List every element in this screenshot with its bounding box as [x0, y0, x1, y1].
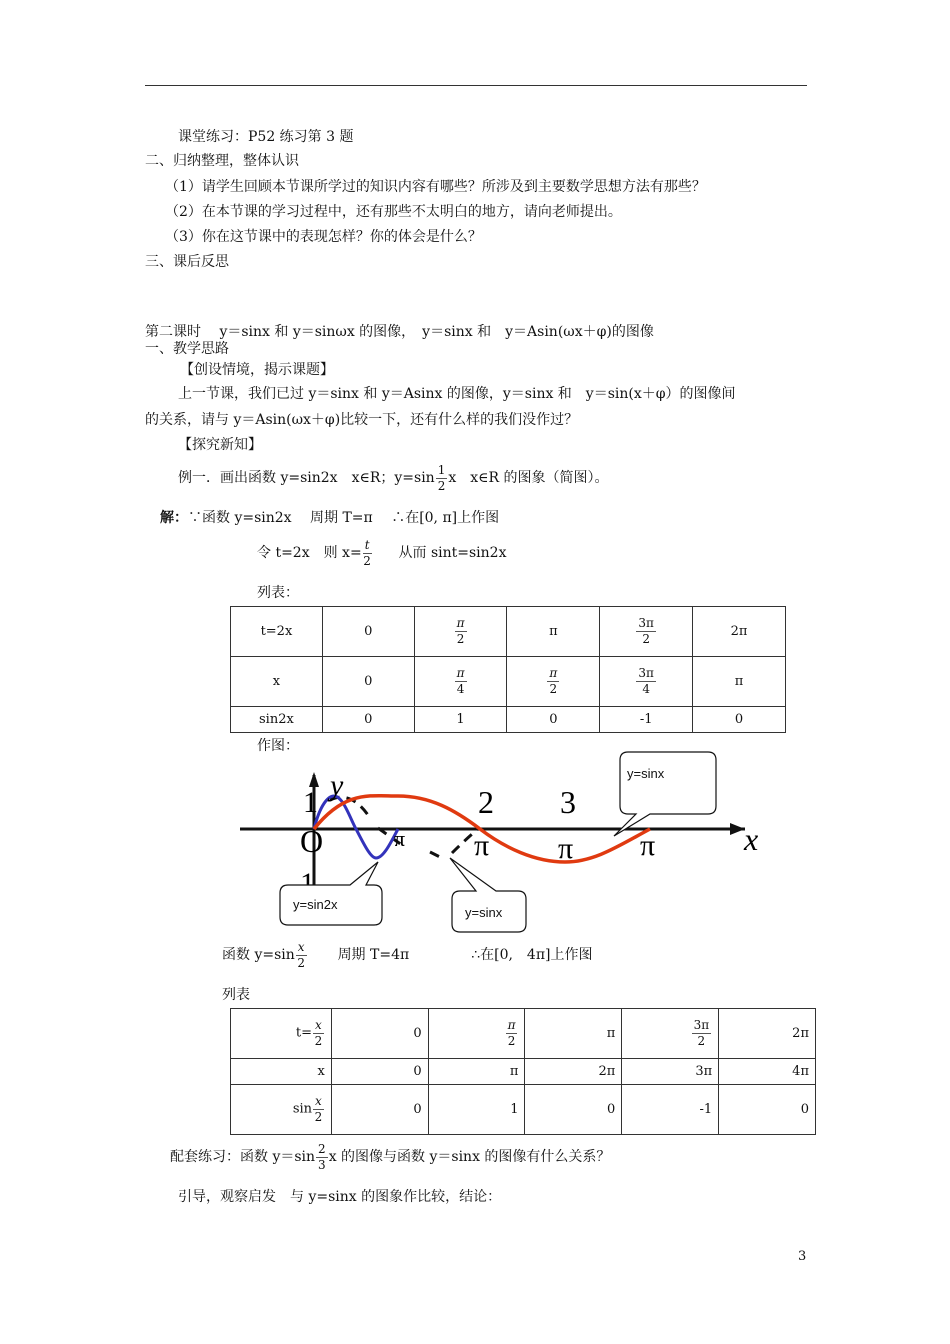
scenario-heading: 【创设情境，揭示课题】 — [180, 362, 334, 378]
substitution-line: 令 t=2x 则 x= $\frac{t}{2}$ 从而 sint=sin2x — [257, 538, 507, 568]
tick-mark-3: 3 — [560, 784, 576, 820]
table-row: t=2x 0 $\frac{\pi}{2}$ π $\frac{3\pi}{2}$ 2π — [231, 607, 786, 657]
example-one: 例一．画出函数 y=sin2x x∈R；y=sin $\frac{1}{2}$ x x∈R 的图象（简图）。 — [178, 463, 609, 493]
callout-top-box — [614, 752, 716, 836]
tick-label-pi: π — [394, 826, 406, 851]
origin-label: O — [300, 823, 324, 859]
table-row: t= $\frac{x}{2}$ 0 $\frac{\pi}{2}$ π $\frac{3\pi}{2}$ 2π — [231, 1009, 816, 1059]
y-axis-arrow — [309, 772, 319, 787]
page-number: 3 — [798, 1249, 807, 1264]
sin2x-curve — [314, 796, 398, 858]
x-axis-label: x — [744, 821, 759, 857]
table1-label: 列表： — [257, 585, 299, 601]
table-row: sin2x 0 1 0 -1 0 — [231, 707, 786, 733]
callout-left-box — [280, 862, 382, 925]
tick-label-one: 1 — [303, 786, 318, 819]
guide-line: 引导，观察启发 与 y=sinx 的图象作比较，结论： — [178, 1189, 502, 1205]
question-2: （2）在本节课的学习过程中，还有那些不太明白的地方，请向老师提出。 — [165, 204, 622, 220]
section-three-heading: 三、课后反思 — [145, 254, 229, 270]
table-sin-half-x — [230, 1008, 816, 1135]
explore-heading: 【探究新知】 — [178, 437, 262, 453]
table-row: x 0 π 2π 3π 4π — [231, 1059, 816, 1085]
intro-paragraph-line1: 上一节课，我们已过 y＝sinx 和 y＝Asinx 的图像，y＝sinx 和 y＝sin(x＋φ）的图像间 — [178, 386, 736, 402]
table-row: x 0 $\frac{\pi}{4}$ $\frac{\pi}{2}$ $\frac{3\pi}{4}$ π — [231, 657, 786, 707]
solution-line: 解：∵函数 y=sin2x 周期 T=π ∴在[0, π]上作图 — [160, 510, 500, 526]
callout-mid-text: y=sinx — [465, 905, 503, 920]
tick-mark-2: 2 — [478, 784, 494, 820]
lesson-two-title: 第二课时 y＝sinx 和 y＝sinωx 的图像， y＝sinx 和 y＝Asin(ωx＋φ)的图像 — [145, 324, 654, 340]
tick-mark-3-pi: π — [558, 832, 574, 865]
question-1: （1）请学生回顾本节课所学过的知识内容有哪些？所涉及到主要数学思想方法有那些？ — [165, 179, 706, 195]
question-3: （3）你在这节课中的表现怎样？你的体会是什么？ — [165, 229, 482, 245]
callout-left-text: y=sin2x — [293, 897, 338, 912]
intro-paragraph-line2: 的关系，请与 y＝Asin(ωx＋φ)比较一下，还有什么样的我们没作过？ — [145, 412, 579, 428]
callout-top-text: y=sinx — [627, 766, 665, 781]
exercise-line: 课堂练习：P52 练习第 3 题 — [178, 129, 354, 145]
tick-mark-2-pi: π — [474, 829, 490, 862]
teaching-idea-heading: 一、教学思路 — [145, 341, 229, 357]
matching-exercise: 配套练习：函数 y＝sin $\frac{2}{3}$ x 的图像与函数 y＝sinx 的图像有什么关系？ — [170, 1142, 611, 1172]
table2-label: 列表 — [222, 987, 250, 1003]
solution-label: 解： — [160, 510, 188, 526]
y-axis-label: y — [330, 769, 344, 802]
section-two-heading: 二、归纳整理，整体认识 — [145, 153, 299, 169]
tick-mark-4-pi: π — [640, 829, 656, 862]
x-axis-arrow — [730, 823, 745, 835]
graph-label: 作图： — [257, 738, 299, 754]
table-row: sin $\frac{x}{2}$ 0 1 0 -1 0 — [231, 1085, 816, 1135]
tick-label-minus-one: 1 — [300, 867, 315, 900]
function-half-line: 函数 y=sin $\frac{x}{2}$ 周期 T=4π ∴在[0, 4π]上作图 — [222, 940, 593, 970]
callout-mid-box — [450, 858, 526, 932]
